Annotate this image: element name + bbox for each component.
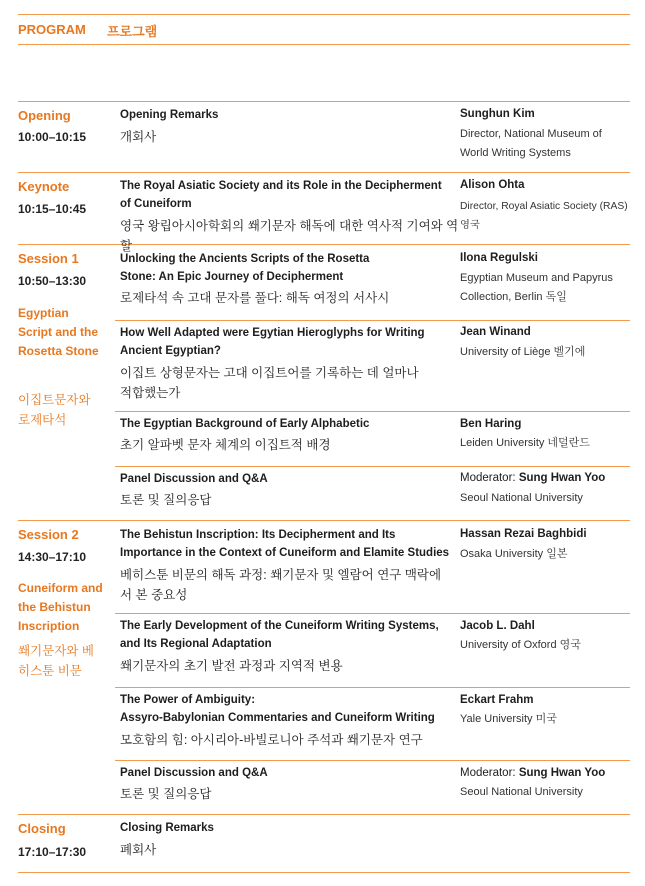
session-time: 17:10–17:30	[18, 845, 87, 859]
session-theme-ko: 쐐기문자와 베히스툰 비문	[18, 644, 94, 678]
talk-title-ko: 토론 및 질의응답	[120, 787, 212, 801]
session-time: 10:00–10:15	[18, 130, 87, 144]
moderator-name: Sung Hwan Yoo	[518, 472, 606, 484]
talk-title-en: The Egyptian Background of Early Alphabetic	[120, 418, 370, 430]
moderator-label: Moderator:	[460, 767, 519, 779]
rule-closing-top	[18, 814, 630, 815]
rule-s2-panel	[115, 760, 630, 761]
header-title-ko: 프로그램	[107, 24, 158, 39]
talk-title-ko: 로제타석 속 고대 문자를 풀다: 해독 여정의 서사시	[120, 291, 390, 305]
talk-title-ko: 베히스툰 비문의 해독 과정: 쐐기문자 및 엘람어 연구 맥락에서 본 중요성	[120, 568, 442, 602]
talk-title-en: Unlocking the Ancients Scripts of the Rosetta Stone: An Epic Journey of Decipherment	[120, 253, 370, 283]
session-theme-en: Egyptian Script and the Rosetta Stone	[18, 306, 99, 358]
talk-title-en: Opening Remarks	[120, 109, 219, 121]
speaker-name: Eckart Frahm	[460, 694, 534, 706]
talk-title-en: The Early Development of the Cuneiform Writing Systems, and Its Regional Adaptation	[120, 620, 439, 650]
moderator	[460, 472, 605, 484]
talk-title-en: How Well Adapted were Egytian Hieroglyphs for Writing Ancient Egyptian?	[120, 327, 425, 357]
session-title: Opening	[18, 108, 71, 123]
session-title: Closing	[18, 821, 66, 836]
talk-title-ko: 폐회사	[120, 843, 157, 857]
rule-s1-panel	[115, 466, 630, 467]
talk-title-ko: 개회사	[120, 130, 157, 144]
speaker-affiliation: University of Liège 벨기에	[460, 346, 586, 358]
talk-title-en: Panel Discussion and Q&A	[120, 473, 268, 485]
speaker-affiliation: Seoul National University	[460, 492, 583, 504]
talk-title-ko: 쐐기문자의 초기 발전 과정과 지역적 변용	[120, 659, 343, 673]
talk-title-ko: 초기 알파벳 문자 체계의 이집트적 배경	[120, 438, 331, 452]
speaker-affiliation: Director, Royal Asiatic Society (RAS) 영국	[460, 201, 628, 231]
moderator-label: Moderator:	[460, 472, 519, 484]
rule-s1-talk2	[115, 320, 630, 321]
talk-title-ko: 영국 왕립아시아학회의 쐐기문자 해독에 대한 역사적 기여와 역할	[120, 219, 459, 253]
talk-title-ko: 토론 및 질의응답	[120, 493, 212, 507]
moderator-name: Sung Hwan Yoo	[518, 767, 606, 779]
speaker-affiliation: Osaka University 일본	[460, 548, 568, 560]
speaker-name: Ilona Regulski	[460, 252, 538, 264]
talk-title-ko: 이집트 상형문자는 고대 이집트어를 기록하는 데 얼마나 적합했는가	[120, 366, 419, 400]
speaker-name: Jacob L. Dahl	[460, 620, 535, 632]
speaker-name: Jean Winand	[460, 326, 531, 338]
rule-keynote-top	[18, 172, 630, 173]
speaker-name: Hassan Rezai Baghbidi	[460, 528, 587, 540]
talk-title-en: The Behistun Inscription: Its Decipherment and Its Importance in the Context of Cuneiform and Elamite Studies	[120, 529, 450, 559]
rule-header-bottom	[18, 44, 630, 45]
talk-title-ko: 모호함의 힘: 아시리아-바빌로니아 주석과 쐐기문자 연구	[120, 733, 423, 747]
talk-title-en: Panel Discussion and Q&A	[120, 767, 268, 779]
speaker-affiliation: Egyptian Museum and Papyrus Collection, Berlin 독일	[460, 272, 613, 303]
rule-s1-talk3	[115, 411, 630, 412]
speaker-affiliation: Director, National Museum of World Writing Systems	[460, 128, 602, 159]
rule-s2-talk3	[115, 687, 630, 688]
speaker-name: Sunghun Kim	[460, 108, 535, 120]
talk-title-en: Closing Remarks	[120, 822, 214, 834]
header-title-en: PROGRAM	[18, 22, 86, 37]
session-time: 14:30–17:10	[18, 550, 87, 564]
speaker-affiliation: Seoul National University	[460, 786, 583, 798]
rule-top	[18, 14, 630, 15]
session-theme-en: Cuneiform and the Behistun Inscription	[18, 581, 103, 633]
session-time: 10:50–13:30	[18, 274, 87, 288]
rule-s2-talk2	[115, 613, 630, 614]
talk-title-en: The Royal Asiatic Society and its Role in the Decipherment of Cuneiform	[120, 180, 442, 210]
session-title: Session 2	[18, 527, 79, 542]
moderator	[460, 767, 605, 779]
speaker-name: Ben Haring	[460, 418, 522, 430]
talk-title-en: The Power of Ambiguity: Assyro-Babylonian Commentaries and Cuneiform Writing	[120, 694, 435, 724]
speaker-affiliation: University of Oxford 영국	[460, 639, 581, 651]
rule-bottom	[18, 872, 630, 873]
rule-opening-top	[18, 101, 630, 102]
session-title: Keynote	[18, 179, 70, 194]
session-title: Session 1	[18, 251, 79, 266]
speaker-affiliation: Leiden University 네덜란드	[460, 437, 590, 449]
session-theme-ko: 이집트문자와 로제타석	[18, 393, 91, 427]
session-time: 10:15–10:45	[18, 202, 87, 216]
speaker-name: Alison Ohta	[460, 179, 525, 191]
rule-session2-top	[18, 520, 630, 521]
speaker-affiliation: Yale University 미국	[460, 713, 557, 725]
